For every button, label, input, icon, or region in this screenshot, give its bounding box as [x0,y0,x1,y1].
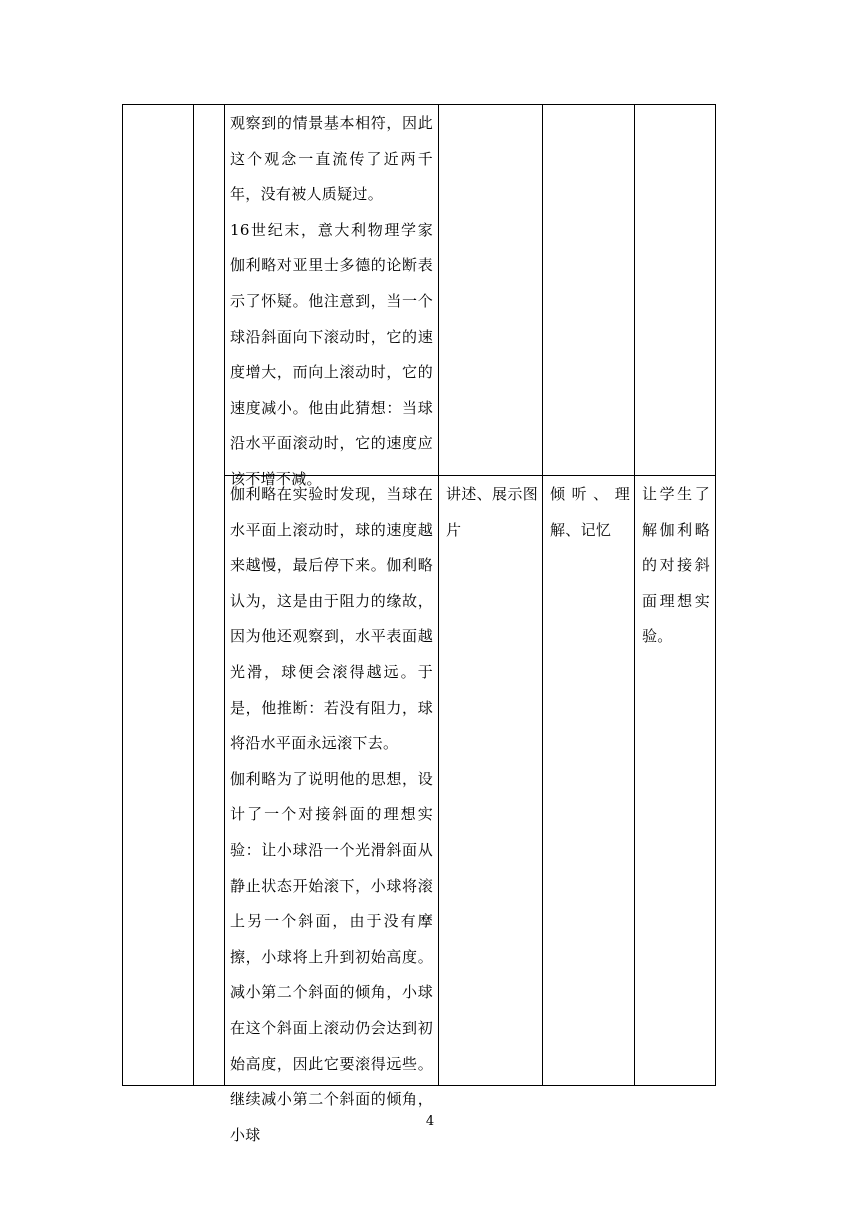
table-border-top [122,104,716,105]
column-divider-2 [224,104,225,1086]
column-divider-3 [438,104,439,1086]
row2-paragraph-1: 伽利略在实验时发现，当球在水平面上滚动时，球的速度越来越慢，最后停下来。伽利略认为，这是由于阻力的缘故，因为他还观察到，水平表面越光滑，球便会滚得越远。于是，他推断：若没有阻力，球将沿水平面永远滚下去。 [230,485,433,753]
row2-content-cell [230,477,433,1153]
row2-student-activity: 倾听、理解、记忆 [550,485,630,539]
column-divider-5 [634,104,635,1086]
row2-design-intent: 让学生了解伽利略的对接斜面理想实验。 [642,485,710,646]
row2-paragraph-2: 伽利略为了说明他的思想，设计了一个对接斜面的理想实验：让小球沿一个光滑斜面从静止状态开始滚下，小球将滚上另一个斜面，由于没有摩擦，小球将上升到初始高度。减小第二个斜面的倾角，小球在这个斜面上滚动仍会达到初始高度，因此它要滚得远些。继续减小第二个斜面的倾角，小球 [230,769,433,1144]
row2-teacher-activity: 讲述、展示图片 [446,485,538,539]
row1-content-cell [230,106,433,498]
row1-paragraph-1: 观察到的情景基本相符，因此这个观念一直流传了近两千年，没有被人质疑过。 [230,114,433,204]
row1-paragraph-2: 16世纪末，意大利物理学家伽利略对亚里士多德的论断表示了怀疑。他注意到，当一个球沿斜面向下滚动时，它的速度增大，而向上滚动时，它的速度减小。他由此猜想：当球沿水平面滚动时，它的速度应该不增不减。 [230,220,433,488]
page-number: 4 [425,1114,435,1129]
column-divider-1 [193,104,194,1086]
table-border-right [715,104,716,1086]
table-border-left [122,104,123,1086]
column-divider-4 [542,104,543,1086]
